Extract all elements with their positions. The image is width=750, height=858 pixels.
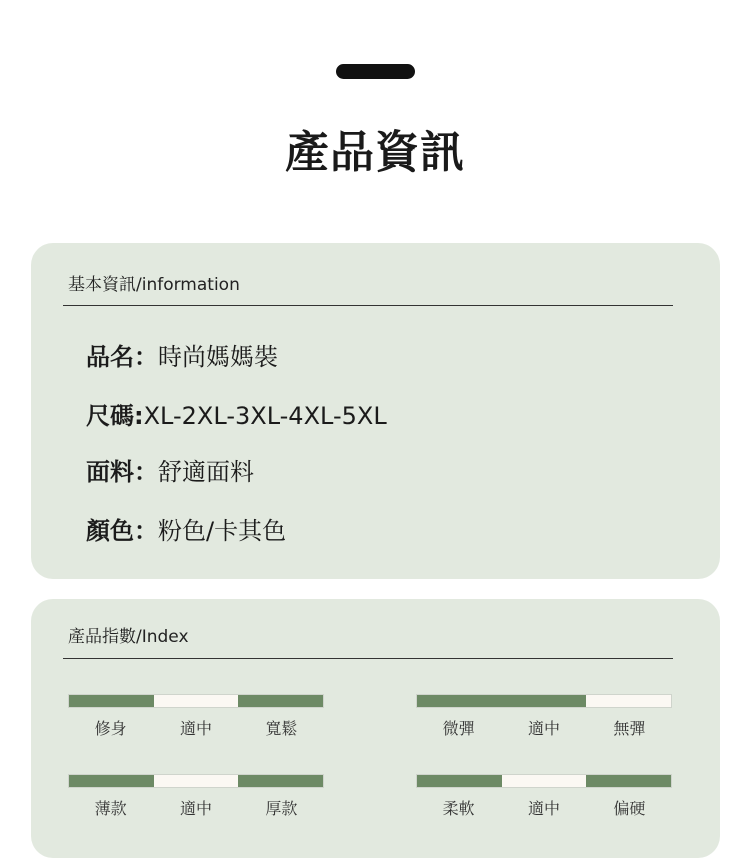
basic-info-heading: 基本資訊/information (68, 275, 240, 295)
info-value: 粉色/卡其色 (158, 517, 287, 545)
fit-scale-labels (68, 716, 324, 739)
scale-segment (502, 775, 587, 787)
product-index-heading: 產品指數/Index (68, 627, 189, 647)
scale-segment (417, 775, 502, 787)
info-row-material (86, 452, 254, 487)
scale-segment (586, 695, 671, 707)
scale-label: 適中 (179, 719, 212, 738)
basic-info-card (31, 243, 720, 579)
scale-segment (154, 695, 239, 707)
scale-label: 適中 (527, 719, 560, 738)
info-row-color (86, 511, 286, 546)
info-label: 尺碼: (86, 402, 144, 430)
scale-label: 薄款 (94, 799, 127, 818)
info-value: 舒適面料 (158, 458, 254, 486)
stretch-scale-bar (416, 694, 672, 708)
scale-label: 微彈 (442, 719, 475, 738)
scale-segment (586, 775, 671, 787)
info-value: 時尚媽媽裝 (158, 343, 278, 371)
scale-segment (417, 695, 502, 707)
scale-segment (502, 695, 587, 707)
scale-segment (154, 775, 239, 787)
scale-label: 適中 (527, 799, 560, 818)
scale-label: 厚款 (265, 799, 298, 818)
product-index-card (31, 599, 720, 858)
scale-label: 偏硬 (613, 799, 646, 818)
scale-segment (69, 775, 154, 787)
softness-scale-labels (416, 796, 672, 819)
info-row-name (86, 337, 278, 372)
thickness-scale-labels (68, 796, 324, 819)
scale-segment (69, 695, 154, 707)
info-label: 面料： (86, 458, 158, 486)
fit-scale-bar (68, 694, 324, 708)
top-pill-decoration (336, 64, 415, 79)
info-value: XL-2XL-3XL-4XL-5XL (143, 402, 387, 430)
scale-label: 修身 (94, 719, 127, 738)
divider (63, 305, 673, 306)
scale-segment (238, 695, 323, 707)
scale-segment (238, 775, 323, 787)
divider (63, 658, 673, 659)
softness-scale-bar (416, 774, 672, 788)
scale-label: 適中 (179, 799, 212, 818)
page-title: 產品資訊 (285, 127, 465, 178)
scale-label: 無彈 (613, 719, 646, 738)
thickness-scale-bar (68, 774, 324, 788)
info-row-size (86, 396, 387, 431)
scale-label: 柔軟 (442, 799, 475, 818)
scale-label: 寬鬆 (265, 719, 298, 738)
stretch-scale-labels (416, 716, 672, 739)
info-label: 品名： (86, 343, 158, 371)
info-label: 顏色： (86, 517, 158, 545)
